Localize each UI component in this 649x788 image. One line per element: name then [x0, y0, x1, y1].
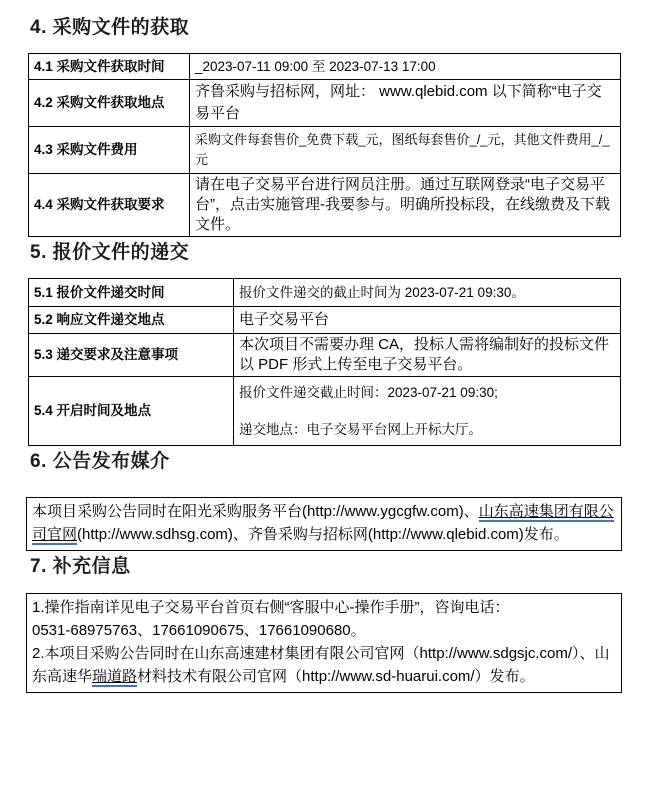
section-5-heading: 5. 报价文件的递交	[30, 242, 190, 263]
row-label: 4.2 采购文件获取地点	[29, 80, 190, 127]
guide-line: 1.操作指南详见电子交易平台首页右侧“客服中心-操作手册”，咨询电话：	[32, 599, 510, 616]
row-label: 5.1 报价文件递交时间	[29, 279, 234, 307]
table-row	[29, 80, 621, 127]
table-row	[29, 377, 621, 446]
table-row	[29, 54, 621, 80]
table-row	[29, 279, 621, 307]
section-4-heading: 4. 采购文件的获取	[30, 17, 190, 38]
row-value: 本次项目不需要办理 CA，投标人需将编制好的投标文件以 PDF 形式上传至电子交易平台。	[234, 334, 621, 377]
row-label: 5.3 递交要求及注意事项	[29, 334, 234, 377]
media-text-before: 本项目采购公告同时在阳光采购服务平台(http://www.ygcgfw.com)、	[32, 503, 479, 520]
row-label: 4.4 采购文件获取要求	[29, 174, 190, 237]
row-value: 电子交易平台	[234, 307, 621, 334]
row-value: 齐鲁采购与招标网，网址： www.qlebid.com 以下简称“电子交易平台	[190, 80, 621, 127]
table-row	[29, 307, 621, 334]
row-value: 采购文件每套售价_免费下载_元，图纸每套售价_/_元，其他文件费用_/_元	[190, 127, 621, 174]
phone-numbers: 0531-68975763、17661090675、17661090680。	[32, 622, 366, 639]
row-value: 请在电子交易平台进行网员注册。通过互联网登录“电子交易平台”，点击实施管理-我要参与。明确所投标段，在线缴费及下载文件。	[190, 174, 621, 237]
deadline-line: 报价文件递交截止时间：2023-07-21 09:30;	[239, 384, 498, 400]
row-label: 4.1 采购文件获取时间	[29, 54, 190, 80]
quotation-submission-table	[28, 278, 621, 446]
section-6-heading: 6. 公告发布媒介	[30, 451, 170, 472]
publish-text-after: 材料技术有限公司官网（http://www.sd-huarui.com/）发布。	[137, 668, 535, 685]
location-line: 递交地点：电子交易平台网上开标大厅。	[239, 421, 482, 437]
announcement-media-box	[26, 497, 622, 551]
publish-text-before: 2.本项目采购公告同时在山东高速建材集团有限公司官网（http://www.sdgsjc.com/）、山东高速华	[32, 645, 610, 685]
procurement-file-table	[28, 53, 621, 237]
row-label: 4.3 采购文件费用	[29, 127, 190, 174]
supplementary-info-box	[26, 593, 622, 693]
row-label: 5.2 响应文件递交地点	[29, 307, 234, 334]
table-row	[29, 174, 621, 237]
media-text-after: (http://www.sdhsg.com)、齐鲁采购与招标网(http://www.qlebid.com)发布。	[77, 526, 569, 543]
row-value: 报价文件递交的截止时间为 2023-07-21 09:30。	[234, 279, 621, 307]
row-value: _2023-07-11 09:00 至 2023-07-13 17:00	[190, 54, 621, 80]
row-label: 5.4 开启时间及地点	[29, 377, 234, 446]
sdhsg-official-site-link[interactable]: 山东高速集团有限公司官网	[32, 503, 614, 543]
section-7-heading: 7. 补充信息	[30, 556, 131, 577]
table-row	[29, 127, 621, 174]
table-row	[29, 334, 621, 377]
huarui-underlined-text[interactable]: 瑞道路	[92, 668, 138, 685]
row-value	[234, 377, 621, 446]
